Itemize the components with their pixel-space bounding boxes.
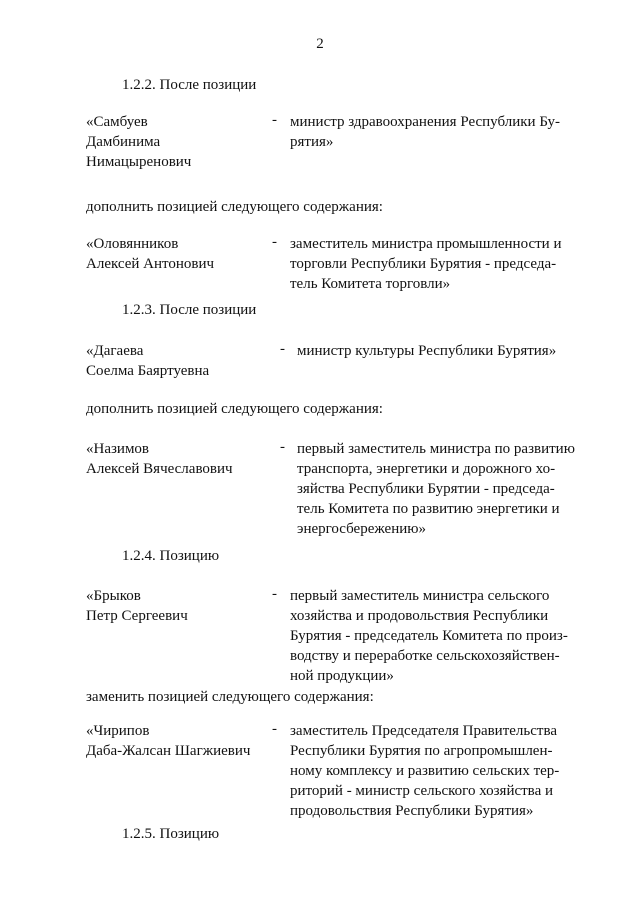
desc-line: хозяйства и продовольствия Республики (290, 608, 549, 624)
entry-name-olovyannikov (86, 234, 276, 274)
name-line: Соелма Баяртуевна (86, 363, 210, 379)
desc-line: ной продукции» (290, 668, 394, 684)
section-heading-1-2-3: 1.2.3. После позиции (122, 302, 257, 318)
action-text: дополнить позицией следующего содержания: (86, 199, 383, 215)
desc-line: ному комплексу и развитию сельских тер- (290, 763, 560, 779)
entry-description-olovyannikov (290, 234, 575, 294)
name-line: «Оловянников (86, 236, 179, 252)
desc-line: зяйства Республики Бурятии - председа- (297, 481, 555, 497)
desc-line: первый заместитель министра по развитию (297, 441, 575, 457)
entry-dash: - (272, 112, 277, 128)
name-line: «Назимов (86, 441, 150, 457)
desc-line: Республики Бурятия по агропромышлен- (290, 743, 553, 759)
desc-line: торговли Республики Бурятия - председа- (290, 256, 557, 272)
section-heading-1-2-4: 1.2.4. Позицию (122, 548, 220, 564)
entry-name-dagaeva (86, 341, 276, 381)
name-line: Алексей Вячеславович (86, 461, 233, 477)
desc-line: водству и переработке сельскохозяйствен- (290, 648, 560, 664)
entry-description-nazimov (297, 439, 575, 539)
name-line: Петр Сергеевич (86, 608, 188, 624)
section-heading-1-2-2: 1.2.2. После позиции (122, 77, 257, 93)
name-line: «Чирипов (86, 723, 150, 739)
entry-name-chiripov (86, 721, 276, 761)
entry-description-dagaeva (297, 341, 582, 361)
entry-dash: - (280, 341, 285, 357)
desc-line: первый заместитель министра сельского (290, 588, 550, 604)
entry-dash: - (272, 586, 277, 602)
desc-line: рятия» (290, 134, 334, 150)
entry-description-chiripov (290, 721, 575, 821)
desc-line: министр культуры Республики Бурятия» (297, 343, 557, 359)
entry-name-nazimov (86, 439, 276, 479)
desc-line: министр здравоохранения Республики Бу- (290, 114, 561, 130)
desc-line: энергосбережению» (297, 521, 426, 537)
name-line: Алексей Антонович (86, 256, 215, 272)
desc-line: риторий - министр сельского хозяйства и (290, 783, 554, 799)
name-line: «Брыков (86, 588, 141, 604)
section-heading-1-2-5: 1.2.5. Позицию (122, 826, 220, 842)
entry-description-sambuev (290, 112, 575, 152)
name-line: Даба-Жалсан Шагжиевич (86, 743, 251, 759)
desc-line: заместитель министра промышленности и (290, 236, 562, 252)
name-line: Нимацыренович (86, 154, 192, 170)
desc-line: Бурятия - председатель Комитета по произ- (290, 628, 568, 644)
name-line: Дамбинима (86, 134, 161, 150)
desc-line: тель Комитета по развитию энергетики и (297, 501, 560, 517)
entry-dash: - (280, 439, 285, 455)
page-number: 2 (316, 36, 324, 52)
entry-dash: - (272, 234, 277, 250)
desc-line: продовольствия Республики Бурятия» (290, 803, 534, 819)
entry-description-brykov (290, 586, 575, 686)
entry-name-sambuev (86, 112, 276, 172)
desc-line: тель Комитета торговли» (290, 276, 451, 292)
desc-line: транспорта, энергетики и дорожного хо- (297, 461, 556, 477)
name-line: «Самбуев (86, 114, 148, 130)
desc-line: заместитель Председателя Правительства (290, 723, 558, 739)
action-text: дополнить позицией следующего содержания: (86, 401, 383, 417)
entry-dash: - (272, 721, 277, 737)
action-text: заменить позицией следующего содержания: (86, 689, 374, 705)
name-line: «Дагаева (86, 343, 144, 359)
entry-name-brykov (86, 586, 276, 626)
